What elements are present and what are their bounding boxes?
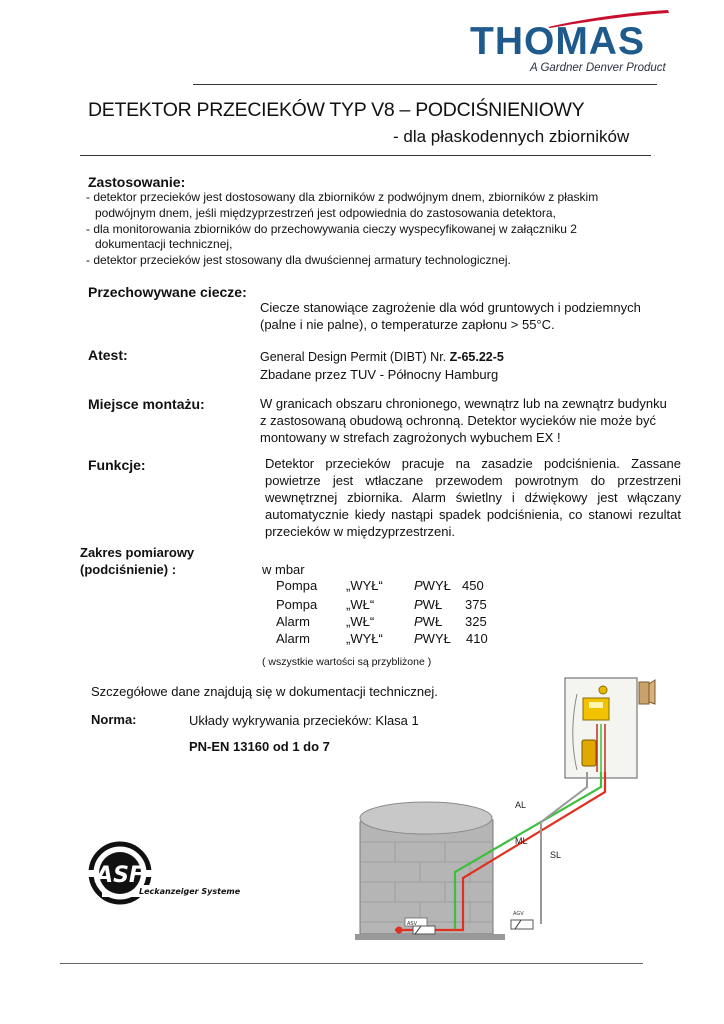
norma-standard: PN-EN 13160 od 1 do 7 bbox=[189, 739, 330, 754]
zastosowanie-line: dokumentacji technicznej, bbox=[95, 237, 233, 251]
table-cell-symbol bbox=[414, 614, 442, 629]
ml-label: ML bbox=[515, 836, 528, 846]
atest-permit-number: Z-65.22-5 bbox=[449, 350, 504, 364]
funkcje-paragraph bbox=[265, 455, 681, 540]
zakres-heading: (podciśnienie) : bbox=[80, 562, 177, 577]
zakres-unit: w mbar bbox=[262, 562, 305, 577]
table-cell-state: „WŁ“ bbox=[346, 597, 375, 612]
p-subscript: WYŁ bbox=[422, 631, 451, 646]
asf-logo-icon bbox=[82, 840, 241, 910]
montaz-line: montowany w strefach zagrożonych wybuchem EX ! bbox=[260, 430, 561, 445]
atest-permit: General Design Permit (DIBT) Nr. bbox=[260, 350, 447, 364]
zakres-heading: Zakres pomiarowy bbox=[80, 545, 195, 560]
zastosowanie-heading: Zastosowanie: bbox=[88, 174, 186, 190]
montaz-line: W granicach obszaru chronionego, wewnątrz lub na zewnątrz budynku bbox=[260, 396, 667, 411]
table-cell-symbol bbox=[414, 631, 451, 646]
brand-tagline: A Gardner Denver Product bbox=[530, 62, 666, 74]
p-subscript: WYŁ bbox=[422, 578, 451, 593]
brand-name: THOMAS bbox=[470, 20, 645, 63]
p-symbol: P bbox=[414, 597, 423, 612]
title-rule bbox=[80, 155, 651, 156]
zastosowanie-line: - dla monitorowania zbiorników do przechowywania cieczy wyspecyfikowanej w załączniku 2 bbox=[86, 222, 577, 236]
table-cell-value: 450 bbox=[462, 578, 484, 593]
details-text: Szczegółowe dane znajdują się w dokumentacji technicznej. bbox=[91, 684, 438, 699]
table-cell-name: Alarm bbox=[276, 631, 310, 646]
atest-heading: Atest: bbox=[88, 347, 128, 363]
table-cell-value: 325 bbox=[465, 614, 487, 629]
header-rule bbox=[193, 84, 657, 85]
atest-line bbox=[260, 349, 504, 366]
agv-valve-icon bbox=[511, 920, 533, 929]
sl-label: SL bbox=[550, 850, 562, 860]
footer-rule bbox=[60, 963, 643, 964]
table-cell-name: Pompa bbox=[276, 597, 318, 612]
zastosowanie-line: - detektor przecieków jest stosowany dla dwuściennej armatury technologicznej. bbox=[86, 253, 511, 267]
table-cell-value: 375 bbox=[465, 597, 487, 612]
table-cell-name: Pompa bbox=[276, 578, 318, 593]
table-cell-symbol bbox=[414, 597, 442, 612]
al-label: AL bbox=[515, 800, 527, 810]
filter-icon bbox=[582, 740, 596, 766]
atest-line: Zbadane przez TUV - Północny Hamburg bbox=[260, 367, 499, 382]
funkcje-line: powietrze jest wtłaczane przewodem powrotnym do przestrzeni bbox=[265, 473, 681, 488]
installation-diagram bbox=[355, 672, 655, 947]
funkcje-heading: Funkcje: bbox=[88, 457, 146, 473]
sl-line bbox=[541, 772, 587, 924]
zakres-note: ( wszystkie wartości są przybliżone ) bbox=[262, 656, 432, 668]
p-subscript: WŁ bbox=[422, 597, 443, 612]
table-cell-state: „WYŁ“ bbox=[346, 631, 383, 646]
table-cell-state: „WYŁ“ bbox=[346, 578, 383, 593]
norma-value: Układy wykrywania przecieków: Klasa 1 bbox=[189, 713, 419, 728]
norma-label: Norma: bbox=[91, 712, 137, 727]
agv-label: AGV bbox=[513, 911, 524, 917]
p-symbol: P bbox=[414, 631, 423, 646]
ciecze-heading: Przechowywane ciecze: bbox=[88, 284, 247, 300]
montaz-heading: Miejsce montażu: bbox=[88, 396, 205, 412]
asf-text: Leckanzeiger Systeme bbox=[139, 887, 241, 896]
asf-initials: ASF bbox=[96, 863, 144, 888]
table-cell-symbol bbox=[414, 578, 451, 593]
page-subtitle: - dla płaskodennych zbiorników bbox=[393, 127, 630, 146]
funkcje-line: wewnętrznej zbiornika. Alarm świetlny i dźwiękowy jest włączany bbox=[265, 490, 681, 505]
p-symbol: P bbox=[414, 614, 423, 629]
ciecze-line: Ciecze stanowiące zagrożenie dla wód gruntowych i podziemnych bbox=[260, 300, 641, 315]
zastosowanie-line: podwójnym dnem, jeśli międzyprzestrzeń jest odpowiednia do zastosowania detektora, bbox=[95, 206, 556, 220]
detector-unit-icon bbox=[583, 698, 609, 720]
funkcje-line: automatycznie kiedy nastąpi spadek podciśnienia, co stanowi rezultat bbox=[265, 507, 681, 522]
table-cell-value: 410 bbox=[466, 631, 488, 646]
asv-label: ASV bbox=[407, 921, 418, 927]
funkcje-line: Detektor przecieków pracuje na zasadzie podciśnienia. Zassane bbox=[265, 456, 681, 471]
p-symbol: P bbox=[414, 578, 423, 593]
page-title: DETEKTOR PRZECIEKÓW TYP V8 – PODCIŚNIENIOWY bbox=[88, 99, 585, 121]
funkcje-line: przecieków w międzyprzestrzeni. bbox=[265, 524, 456, 539]
tank-icon bbox=[355, 802, 505, 940]
ciecze-line: (palne i nie palne), o temperaturze zapłonu > 55°C. bbox=[260, 317, 555, 332]
alarm-horn-icon bbox=[639, 682, 649, 704]
montaz-line: z zastosowaną obudową ochronną. Detektor wycieków nie może być bbox=[260, 413, 656, 428]
table-cell-name: Alarm bbox=[276, 614, 310, 629]
zastosowanie-line: - detektor przecieków jest dostosowany dla zbiorników z podwójnym dnem, zbiorników z płaskim bbox=[86, 190, 599, 204]
table-cell-state: „WŁ“ bbox=[346, 614, 375, 629]
p-subscript: WŁ bbox=[422, 614, 443, 629]
